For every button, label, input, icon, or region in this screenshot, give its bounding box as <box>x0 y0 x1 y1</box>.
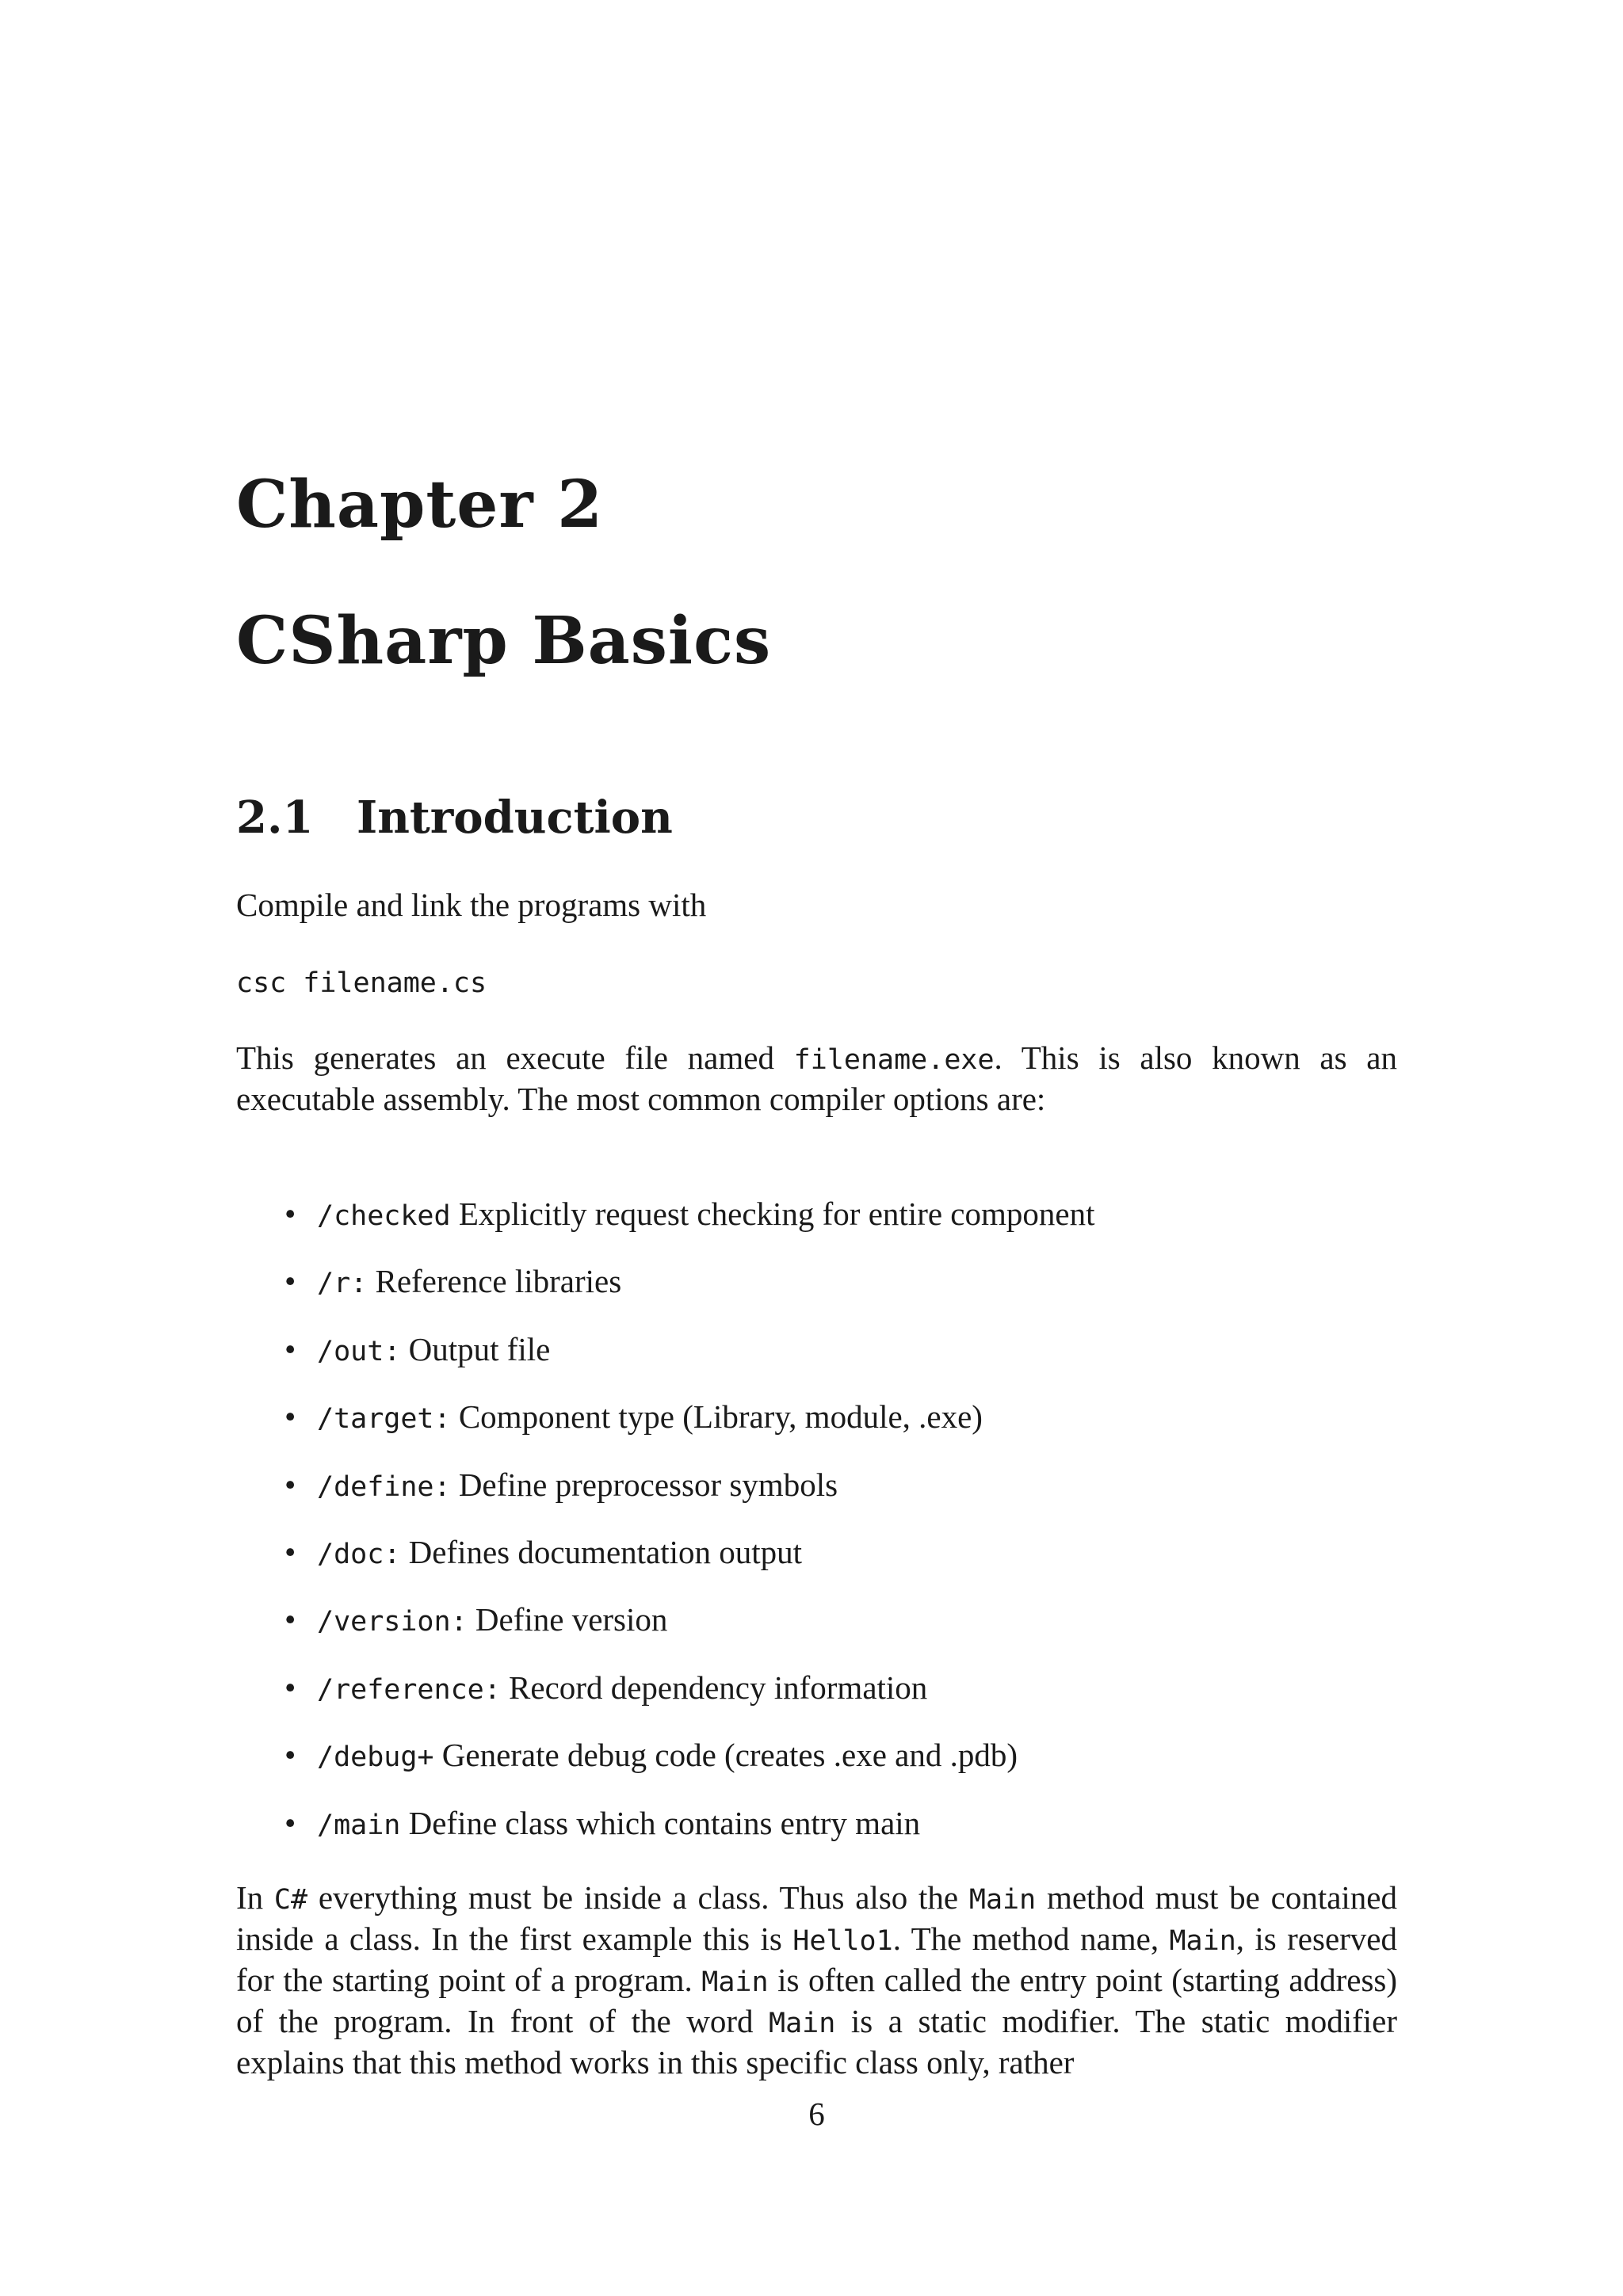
option-description: Component type (Library, module, .exe) <box>450 1398 983 1436</box>
section-heading <box>236 791 673 844</box>
option-flag: /doc: <box>317 1538 401 1570</box>
bullet-icon: • <box>285 1263 296 1300</box>
option-description: Reference libraries <box>367 1263 622 1300</box>
list-item <box>236 1533 1397 1600</box>
class-text-6: is often called the entry point (starting address) of the program. In front of the word <box>236 1962 1398 2039</box>
inline-code-main: Main <box>769 2008 836 2039</box>
inline-code-main: Main <box>1169 1925 1236 1957</box>
list-item <box>236 1195 1397 1262</box>
class-paragraph <box>236 1878 1397 2082</box>
option-description: Defines documentation output <box>400 1533 803 1570</box>
inline-code-hello1: Hello1 <box>792 1925 893 1957</box>
bullet-icon: • <box>285 1533 296 1570</box>
inline-code-csharp: C# <box>273 1884 308 1916</box>
bullet-icon: • <box>285 1669 296 1706</box>
bullet-icon: • <box>285 1737 296 1774</box>
option-flag: /define: <box>317 1470 451 1503</box>
option-description: Define class which contains entry main <box>400 1804 921 1841</box>
bullet-icon: • <box>285 1330 296 1367</box>
chapter-label: Chapter 2 <box>236 467 604 543</box>
option-description: Record dependency information <box>500 1669 928 1706</box>
option-flag: /out: <box>317 1335 401 1367</box>
list-item <box>236 1466 1397 1533</box>
class-text-7: is a static modifier. The static modifier explains that this method works in this specific class only, rather <box>236 2003 1397 2081</box>
option-flag: /checked <box>317 1200 451 1232</box>
option-flag: /main <box>317 1809 401 1841</box>
list-item <box>236 1398 1397 1465</box>
bullet-icon: • <box>285 1601 296 1638</box>
list-item <box>236 1262 1397 1329</box>
generates-text-2: . This is also known as an executable assembly. The most common compiler options are: <box>236 1039 1397 1117</box>
list-item <box>236 1736 1397 1803</box>
option-description: Define version <box>467 1601 668 1638</box>
option-description: Explicitly request checking for entire component <box>450 1196 1095 1232</box>
bullet-icon: • <box>285 1196 296 1232</box>
list-item <box>236 1600 1397 1668</box>
class-text-3: method must be contained inside a class. In the first example this is <box>236 1879 1398 1957</box>
inline-code-main: Main <box>968 1884 1037 1916</box>
option-flag: /target: <box>317 1403 451 1436</box>
section-number: 2.1 <box>236 791 314 844</box>
generates-inline-code: filename.exe <box>793 1044 995 1076</box>
compiler-options-list <box>236 1195 1397 1871</box>
compile-command-code: csc filename.cs <box>236 967 487 999</box>
list-item <box>236 1804 1397 1871</box>
list-item <box>236 1669 1397 1736</box>
generates-paragraph <box>236 1039 1397 1119</box>
class-text-1: In <box>236 1879 274 1916</box>
generates-text-1: This generates an execute file named <box>236 1039 794 1076</box>
option-flag: /reference: <box>317 1673 501 1706</box>
list-item <box>236 1330 1397 1398</box>
option-flag: /debug+ <box>317 1741 434 1774</box>
class-text-5: , is reserved for the starting point of a program. <box>236 1920 1397 1998</box>
bullet-icon: • <box>285 1466 296 1503</box>
option-flag: /r: <box>317 1268 368 1300</box>
section-title: Introduction <box>357 791 673 844</box>
option-flag: /version: <box>317 1606 468 1638</box>
bullet-icon: • <box>285 1804 296 1841</box>
class-text-4: . The method name, <box>892 1920 1170 1957</box>
option-description: Output file <box>400 1330 551 1367</box>
chapter-title: CSharp Basics <box>236 603 772 679</box>
option-description: Define preprocessor symbols <box>450 1466 838 1503</box>
document-page <box>236 0 1397 2296</box>
compile-paragraph: Compile and link the programs with <box>236 887 707 923</box>
option-description: Generate debug code (creates .exe and .pdb) <box>433 1737 1018 1774</box>
bullet-icon: • <box>285 1398 296 1436</box>
inline-code-main: Main <box>701 1966 769 1998</box>
page-number: 6 <box>808 2096 825 2132</box>
class-text-2: everything must be inside a class. Thus also the <box>307 1879 969 1916</box>
